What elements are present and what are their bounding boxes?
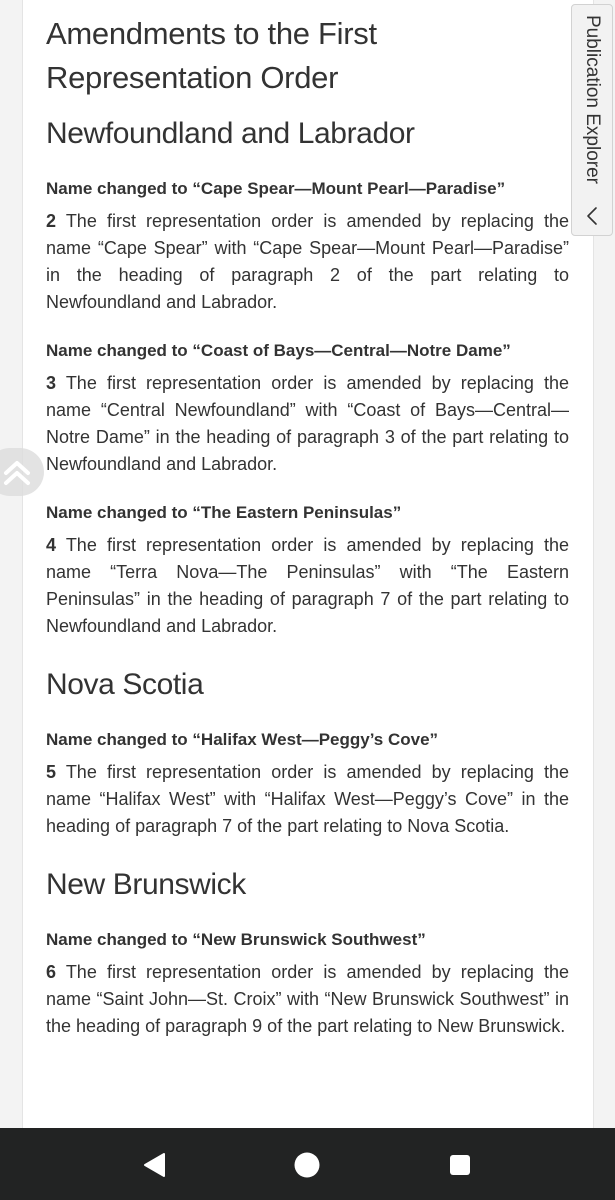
chevron-left-icon xyxy=(581,205,603,227)
amendment-5 xyxy=(46,729,569,840)
system-navigation-bar xyxy=(0,1128,615,1200)
circle-home-icon[interactable] xyxy=(292,1150,322,1180)
section-heading-newfoundland-and-labrador: Newfoundland and Labrador xyxy=(46,117,415,150)
amendment-paragraph xyxy=(46,370,569,478)
document-content xyxy=(46,12,569,1040)
amendment-2 xyxy=(46,178,569,316)
amendment-number: 4 xyxy=(46,535,57,555)
amendment-paragraph xyxy=(46,208,569,316)
amendment-4 xyxy=(46,502,569,640)
publication-explorer-tab[interactable] xyxy=(571,4,613,236)
triangle-back-icon[interactable] xyxy=(139,1150,169,1180)
amendment-number: 5 xyxy=(46,762,57,782)
amendment-3 xyxy=(46,340,569,478)
amendment-number: 2 xyxy=(46,211,57,231)
section-heading-new-brunswick: New Brunswick xyxy=(46,868,246,901)
amendment-text: The first representation order is amended by replacing the name “Saint John—St. Croix” with “New Brunswick Southwest” in the heading of paragraph 9 of the part relating to New Brunswick. xyxy=(46,962,569,1036)
amendment-text: The first representation order is amended by replacing the name “Terra Nova—The Peninsulas” with “The Eastern Peninsulas” in the heading of paragraph 7 of the part relating to Newfoundland and Labrador. xyxy=(46,535,569,636)
page-title: Amendments to the First Representation Order xyxy=(46,16,377,95)
amendment-text: The first representation order is amended by replacing the name “Halifax West” with “Halifax West—Peggy’s Cove” in the heading of paragraph 7 of the part relating to Nova Scotia. xyxy=(46,762,569,836)
amendment-paragraph xyxy=(46,759,569,840)
amendment-heading: Name changed to “Coast of Bays—Central—Notre Dame” xyxy=(46,341,511,360)
amendment-text: The first representation order is amended by replacing the name “Central Newfoundland” with “Coast of Bays—Central—Notre Dame” in the heading of paragraph 3 of the part relating to Newfoundland and Labrador. xyxy=(46,373,569,474)
amendment-6 xyxy=(46,929,569,1040)
amendment-text: The first representation order is amended by replacing the name “Cape Spear” with “Cape Spear—Mount Pearl—Paradise” in the heading of paragraph 2 of the part relating to Newfoundland and Labrador. xyxy=(46,211,569,312)
document-page xyxy=(22,0,594,1130)
double-chevron-up-icon xyxy=(0,454,34,490)
amendment-paragraph xyxy=(46,959,569,1040)
square-recents-icon[interactable] xyxy=(445,1150,475,1180)
amendment-heading: Name changed to “Cape Spear—Mount Pearl—Paradise” xyxy=(46,179,506,198)
amendment-number: 6 xyxy=(46,962,57,982)
amendment-number: 3 xyxy=(46,373,57,393)
publication-explorer-label: Publication Explorer xyxy=(582,15,603,184)
amendment-heading: Name changed to “New Brunswick Southwest” xyxy=(46,930,426,949)
section-heading-nova-scotia: Nova Scotia xyxy=(46,668,204,701)
amendment-heading: Name changed to “Halifax West—Peggy’s Cove” xyxy=(46,730,439,749)
amendment-heading: Name changed to “The Eastern Peninsulas” xyxy=(46,503,402,522)
amendment-paragraph xyxy=(46,532,569,640)
